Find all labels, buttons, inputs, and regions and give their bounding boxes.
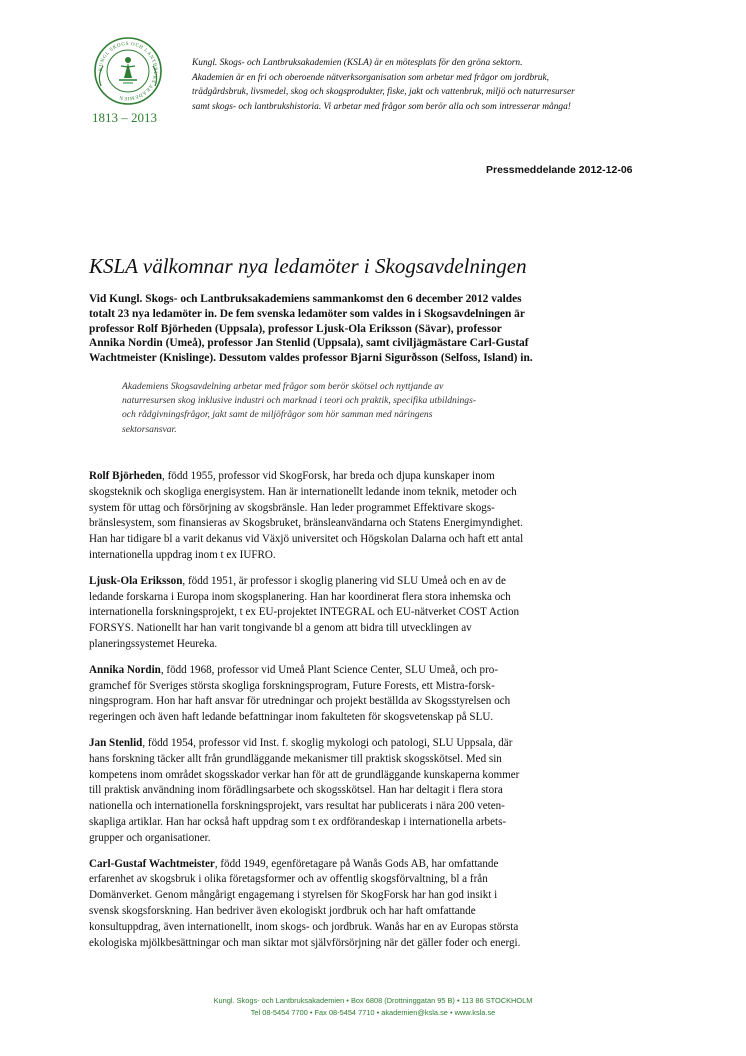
bio-name: Annika Nordin — [89, 663, 161, 676]
anniversary-years: 1813 – 2013 — [92, 110, 157, 125]
bio-rolf-bjorheden — [89, 469, 653, 564]
lead-line: Annika Nordin (Umeå), professor Jan Stenlid (Uppsala), samt civiljägmästare Carl-Gustaf — [89, 337, 529, 350]
bio-line: skogsteknik och skogliga energisystem. Han är internationellt ledande inom teknik, metoder och — [89, 485, 517, 498]
bio-line: grupper och organisationer. — [89, 831, 211, 844]
bio-carl-gustaf-wachtmeister — [89, 857, 653, 952]
lead-line: Wachtmeister (Knislinge). Dessutom valdes professor Bjarni Sigurðsson (Selfoss, Island) in. — [89, 352, 533, 365]
quote-line: och rådgivningsfrågor, jakt samt de miljöfrågor som hör samman med näringens — [122, 409, 433, 421]
bio-line: konsultuppdrag, även internationellt, inom skogs- och jordbruk. Wanås har en av Europas största — [89, 920, 519, 933]
intro-line: Kungl. Skogs- och Lantbruksakademien (KSLA) är en mötesplats för den gröna sektorn. — [192, 58, 523, 68]
press-release-date: Pressmeddelande 2012-12-06 — [486, 164, 633, 176]
bio-line: FORSYS. Nationellt har han varit tongivande bl a genom att bidra till utvecklingen av — [89, 622, 472, 635]
bio-line: internationella forskningsprojekt, t ex EU-projektet INTEGRAL och EU-nätverket COST Action — [89, 606, 520, 619]
bio-line: , född 1968, professor vid Umeå Plant Science Center, SLU Umeå, och pro- — [160, 663, 499, 676]
footer-contact: Tel 08-5454 7700 • Fax 08-5454 7710 • akademien@ksla.se • www.ksla.se — [250, 1008, 496, 1017]
lead-line: Vid Kungl. Skogs- och Lantbruksakademiens sammankomst den 6 december 2012 valdes — [89, 293, 522, 305]
bio-line: , född 1949, egenföretagare på Wanås Gods AB, har omfattande — [214, 857, 499, 870]
lead-line: totalt 23 nya ledamöter in. De fem svenska ledamöter som valdes in i Skogsavdelningen är — [89, 307, 525, 320]
bio-line: regeringen och även haft ledande befattningar inom fakulteten för skogsvetenskap på SLU. — [89, 711, 494, 724]
bio-line: Domänverket. Genom mångårigt engagemang i styrelsen för SkogForsk har han god insikt i — [89, 889, 498, 902]
lead-paragraph — [89, 292, 654, 366]
bio-name: Rolf Björheden — [89, 470, 163, 482]
bio-name: Jan Stenlid — [89, 736, 143, 749]
bio-jan-stenlid — [89, 736, 653, 847]
quote-line: Akademiens Skogsavdelning arbetar med frågor som berör skötsel och nyttjande av — [122, 381, 444, 392]
bio-line: gramchef för Sveriges största skogliga forskningsprogram, Future Forests, ett Mistra-forsk- — [89, 679, 495, 692]
quote-line: sektorsansvar. — [122, 423, 177, 435]
bio-line: Han har tidigare bl a varit dekanus vid Växjö universitet och Högskolan Dalarna och haft ett antal — [89, 533, 524, 546]
academy-intro — [192, 56, 692, 114]
bio-line: system för uttag och försörjning av skogsbränsle. Han leder programmet Effektivare skogs- — [89, 501, 495, 514]
ksla-seal-logo — [93, 36, 163, 106]
quote-line: naturresursen skog inklusive industri och marknad i teori och praktik, specifika utbildnings- — [122, 395, 477, 407]
bio-ljusk-ola-eriksson — [89, 574, 653, 653]
bio-name: Carl-Gustaf Wachtmeister — [89, 857, 215, 870]
forestry-division-quote — [122, 380, 622, 437]
intro-line: samt skogs- och lantbrukshistoria. Vi arbetar med frågor som berör alla och som intresserar många! — [192, 101, 571, 112]
intro-line: Akademien är en fri och oberoende nätverksorganisation som arbetar med frågor om jordbruk, — [192, 72, 549, 83]
bio-line: ningsprogram. Hon har haft ansvar för utredningar och projekt beställda av Skogsstyrelsen och — [89, 695, 511, 708]
bio-line: erfarenhet av skogsbruk i olika företagsformer och av offentlig skogsförvaltning, bl a från — [89, 873, 488, 886]
bio-line: , född 1951, är professor i skoglig planering vid SLU Umeå och en av de — [182, 574, 506, 587]
footer-address: Kungl. Skogs- och Lantbruksakademien • Box 6808 (Drottninggatan 95 B) • 113 86 STOCKHOLM — [213, 996, 533, 1005]
bio-line: hans forskning täcker allt från grundläggande mekanismer till praktisk skogsskötsel. Med sin — [89, 752, 502, 765]
bio-line: bränslesystem, som finansieras av Skogsbruket, bränsleanvändarna och Statens Energimyndighet. — [89, 517, 523, 530]
bio-line: till praktisk användning inom förädlingsarbete och skogsskötsel. Han har deltagit i flera stora — [89, 784, 503, 797]
bio-line: , född 1954, professor vid Inst. f. skoglig mykologi och patologi, SLU Uppsala, där — [142, 736, 513, 749]
bio-line: , född 1955, professor vid SkogForsk, har breda och djupa kunskaper inom — [162, 470, 495, 482]
bio-line: kompetens inom området skogsskador verkar han för att de grundläggande kunskaperna kommer — [89, 768, 520, 781]
bio-annika-nordin — [89, 663, 653, 726]
contact-footer — [0, 995, 746, 1019]
bio-line: nationella och internationella forskningsprojekt, vars resultat har publicerats i nära 200 veten- — [89, 800, 505, 813]
intro-line: trädgårdsbruk, livsmedel, skog och skogsprodukter, fiske, jakt och vattenbruk, miljö och naturresurser — [192, 87, 575, 98]
svg-text:KUNGL SKOGS OCH LANTBRUKS AKAD: KUNGL SKOGS OCH LANTBRUKS AKADEMIEN — [98, 41, 158, 101]
bio-line: svensk skogsforskning. Han bedriver även ekologiskt jordbruk och har haft omfattande — [89, 904, 476, 917]
bio-line: planeringssystemet Heureka. — [89, 637, 218, 650]
bio-line: ledande forskarna i Europa inom skogsplanering. Han har koordinerat flera stora inhemska och — [89, 590, 511, 603]
lead-line: professor Rolf Björheden (Uppsala), professor Ljusk-Ola Eriksson (Sävar), professor — [89, 322, 502, 335]
member-bios — [89, 469, 653, 961]
bio-line: ekologiska mjölkbesättningar och man siktar mot självförsörjning när det gäller foder och energi. — [89, 936, 521, 949]
page-title: KSLA välkomnar nya ledamöter i Skogsavdelningen — [89, 254, 527, 278]
bio-name: Ljusk-Ola Eriksson — [89, 574, 183, 587]
bio-line: skapliga artiklar. Han har också haft uppdrag som t ex ordförandeskap i internationella arbets- — [89, 815, 507, 828]
bio-line: internationella uppdrag inom t ex IUFRO. — [89, 548, 276, 561]
